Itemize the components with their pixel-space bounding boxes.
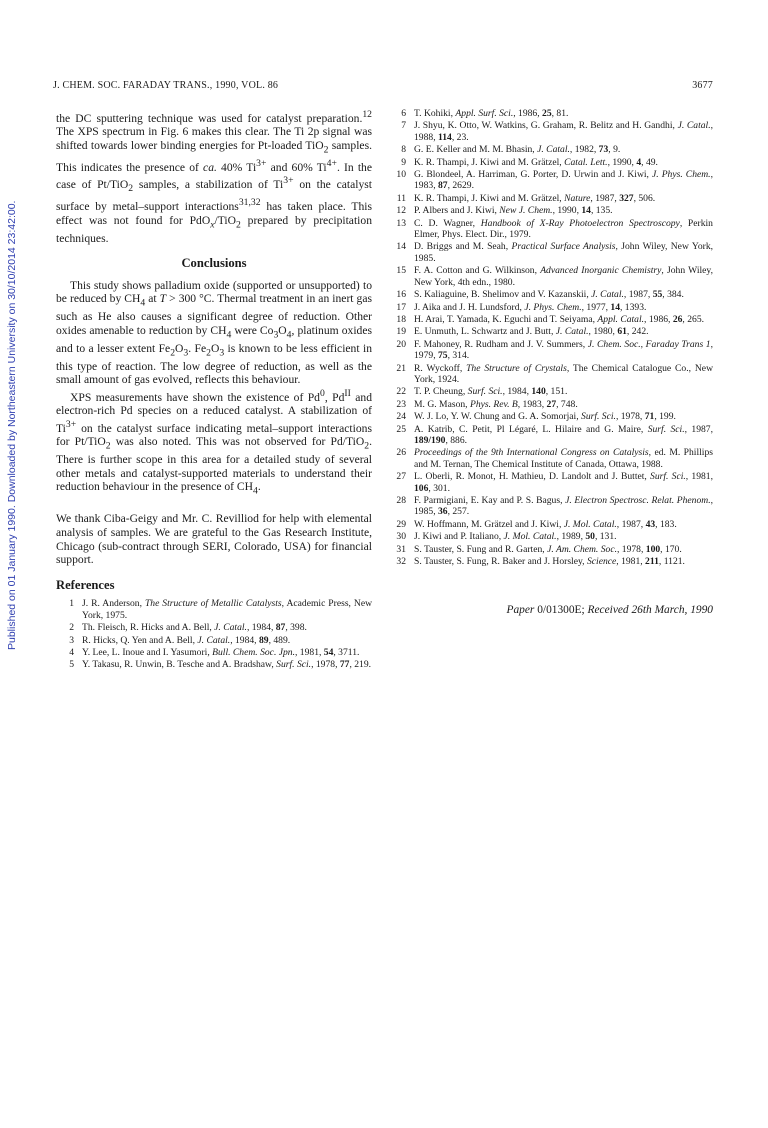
reference-item <box>388 193 713 204</box>
reference-text: J. Shyu, K. Otto, W. Watkins, G. Graham, R. Belitz and H. Gandhi, J. Catal., 1988, 114, 23. <box>414 120 714 143</box>
reference-text: E. Unmuth, L. Schwartz and J. Butt, J. Catal., 1980, 61, 242. <box>414 326 649 338</box>
reference-item <box>56 598 372 621</box>
reference-text: Proceedings of the 9th International Congress on Catalysis, ed. M. Phillips and M. Ternan, The Chemical Institute of Canada, Ottawa, 1988. <box>414 447 713 470</box>
reference-item <box>388 265 713 288</box>
reference-item <box>388 386 713 397</box>
page-number: 3677 <box>692 80 713 91</box>
right-column <box>388 108 713 617</box>
reference-text: G. Blondeel, A. Harriman, G. Porter, D. Urwin and J. Kiwi, J. Phys. Chem., 1983, 87, 2629. <box>414 169 713 192</box>
reference-item <box>388 495 713 518</box>
reference-number: 15 <box>396 265 406 277</box>
reference-number: 14 <box>396 241 406 253</box>
reference-text: S. Tauster, S. Fung and R. Garten, J. Am. Chem. Soc., 1978, 100, 170. <box>414 543 682 555</box>
reference-item <box>388 108 713 119</box>
reference-number: 31 <box>396 543 406 555</box>
reference-text: F. A. Cotton and G. Wilkinson, Advanced Inorganic Chemistry, John Wiley, New York, 4th edn., 1980. <box>414 265 713 288</box>
received-date: Received 26th March, 1990 <box>587 604 713 617</box>
reference-number: 22 <box>396 386 406 398</box>
reference-item <box>388 144 713 155</box>
reference-text: T. Kohiki, Appl. Surf. Sci., 1986, 25, 81. <box>414 108 569 119</box>
reference-text: C. D. Wagner, Handbook of X-Ray Photoelectron Spectroscopy, Perkin Elmer, Phys. Elect. Dir., 1979. <box>414 217 713 241</box>
reference-text: R. Wyckoff, The Structure of Crystals, The Chemical Catalogue Co., New York, 1924. <box>414 362 713 385</box>
running-header <box>53 80 713 91</box>
conclusions-paragraph-2: XPS measurements have shown the existence of Pd$^0$, $Pd^{II}$ and electron-rich Pd species on a reduced catalyst. A stabilization of $Ti^{3+}$ on the catalyst surface indicating metal–support interactions for Pt/TiO$_2$ was also noted. This was not observed for Pd/TiO$_2$. There is further scope in this area for a detailed study of several other metals and catalyst-supported materials to understand their reduction behaviour in the presence of $CH_4$. <box>56 387 373 497</box>
reference-item <box>388 519 713 530</box>
reference-number: 26 <box>396 447 406 459</box>
reference-item <box>388 302 713 313</box>
left-column <box>56 108 372 672</box>
reference-item <box>388 157 713 168</box>
reference-number: 6 <box>401 108 406 119</box>
reference-number: 7 <box>401 120 406 132</box>
reference-item <box>388 314 713 325</box>
reference-item <box>388 120 713 143</box>
reference-number: 30 <box>396 531 406 543</box>
reference-number: 12 <box>396 205 406 217</box>
reference-text: L. Oberli, R. Monot, H. Mathieu, D. Landolt and J. Buttet, Surf. Sci., 1981, 106, 301. <box>414 471 713 494</box>
reference-text: F. Parmigiani, E. Kay and P. S. Bagus, J. Electron Spectrosc. Relat. Phenom., 1985, 36, 257. <box>414 495 714 518</box>
reference-text: J. R. Anderson, The Structure of Metallic Catalysts, Academic Press, New York, 1975. <box>82 598 373 621</box>
reference-number: 27 <box>396 471 406 483</box>
reference-number: 24 <box>396 411 406 423</box>
reference-item <box>388 218 713 241</box>
reference-text: Th. Fleisch, R. Hicks and A. Bell, J. Catal., 1984, 87, 398. <box>82 622 307 634</box>
reference-item <box>56 647 372 658</box>
conclusions-heading: Conclusions <box>181 256 247 271</box>
paper-label: Paper <box>506 604 535 617</box>
download-notice: Published on 01 January 1990. Downloaded by Northeastern University on 30/10/2014 23:42:00. <box>6 200 18 650</box>
reference-item <box>56 659 372 670</box>
reference-item <box>388 241 713 264</box>
reference-item <box>56 622 372 633</box>
reference-number: 5 <box>69 659 74 671</box>
reference-number: 10 <box>396 169 406 181</box>
reference-number: 23 <box>396 398 406 410</box>
reference-text: A. Katrib, C. Petit, Pl Légaré, L. Hilaire and G. Maire, Surf. Sci., 1987, 189/190, 886. <box>414 423 713 446</box>
reference-number: 21 <box>396 362 406 374</box>
intro-paragraph: the DC sputtering technique was used for catalyst preparation.$^{12}$ The XPS spectrum in Fig. 6 makes this clear. The Ti 2p signal was shifted towards lower binding energies for Pt-loaded TiO$_2$ samples. This indicates the presence of ca. 40% $Ti^{3+}$ and 60% $Ti^{4+}$. In the case of Pt/TiO$_2$ samples, a stabilization of $Ti^{3+}$ on the catalyst surface by metal–support interactions$^{31,32}$ has taken place. This effect was not found for PdO$_x$/TiO$_2$ prepared by precipitation techniques. <box>56 109 372 245</box>
paper-id: 0/01300E; <box>537 604 585 617</box>
reference-text: Y. Lee, L. Inoue and I. Yasumori, Bull. Chem. Soc. Jpn., 1981, 54, 3711. <box>82 646 360 658</box>
reference-text: J. Aika and J. H. Lundsford, J. Phys. Chem., 1977, 14, 1393. <box>414 301 647 313</box>
reference-text: M. G. Mason, Phys. Rev. B, 1983, 27, 748. <box>414 398 578 410</box>
reference-text: F. Mahoney, R. Rudham and J. V. Summers, J. Chem. Soc., Faraday Trans 1, 1979, 75, 314. <box>414 338 713 362</box>
reference-number: 20 <box>396 338 406 350</box>
reference-text: S. Kaliaguine, B. Shelimov and V. Kazanskii, J. Catal., 1987, 55, 384. <box>414 289 684 301</box>
conclusions-paragraph-1: This study shows palladium oxide (supported or unsupported) to be reduced by $CH_4$ at T > 300 °C. Thermal treatment in an inert gas such as He also causes a significant degree of reduction. Other oxides amenable to reduction by $CH_4$ were $Co_3O_4$, platinum oxides and to a lesser extent $Fe_2O_3$. $Fe_2O_3$ is known to be less efficient in this type of reaction. The low degree of reduction, as well as the small amount of gas evolved, reflects this behaviour. <box>56 278 372 387</box>
reference-item <box>56 635 372 646</box>
reference-number: 1 <box>69 598 74 610</box>
reference-list-right <box>388 108 713 567</box>
reference-number: 19 <box>396 326 406 338</box>
reference-number: 28 <box>396 495 406 506</box>
reference-number: 9 <box>401 156 406 168</box>
reference-text: G. E. Keller and M. M. Bhasin, J. Catal., 1982, 73, 9. <box>414 144 621 156</box>
acknowledgement-paragraph: We thank Ciba-Geigy and Mr. C. Revilliod for help with elemental analysis of samples. We are grateful to the Gas Research Institute, Chicago (sub-contract through SERI, Colorado, USA) for financial support. <box>56 512 372 567</box>
reference-text: R. Hicks, Q. Yen and A. Bell, J. Catal., 1984, 89, 489. <box>82 634 291 646</box>
reference-number: 25 <box>396 423 406 435</box>
reference-number: 11 <box>396 192 406 204</box>
reference-item <box>388 556 713 567</box>
reference-text: T. P. Cheung, Surf. Sci., 1984, 140, 151. <box>414 386 568 398</box>
reference-item <box>388 531 713 542</box>
reference-number: 29 <box>396 518 406 530</box>
reference-item <box>388 169 713 192</box>
reference-text: W. Hoffmann, M. Grätzel and J. Kiwi, J. Mol. Catal., 1987, 43, 183. <box>414 518 677 530</box>
reference-item <box>388 339 713 362</box>
reference-item <box>388 363 713 386</box>
reference-number: 2 <box>69 622 74 634</box>
reference-text: J. Kiwi and P. Italiano, J. Mol. Catal., 1989, 50, 131. <box>414 531 617 543</box>
reference-text: D. Briggs and M. Seah, Practical Surface Analysis, John Wiley, New York, 1985. <box>414 241 714 264</box>
reference-text: H. Arai, T. Yamada, K. Eguchi and T. Seiyama, Appl. Catal., 1986, 26, 265. <box>414 313 705 325</box>
reference-text: Y. Takasu, R. Unwin, B. Tesche and A. Bradshaw, Surf. Sci., 1978, 77, 219. <box>82 659 372 671</box>
reference-number: 4 <box>69 646 74 658</box>
reference-item <box>388 289 713 300</box>
reference-text: S. Tauster, S. Fung, R. Baker and J. Horsley, Science, 1981, 211, 1121. <box>414 556 685 568</box>
reference-text: K. R. Thampi, J. Kiwi and M. Grätzel, Nature, 1987, 327, 506. <box>414 192 656 204</box>
reference-number: 13 <box>396 217 406 229</box>
reference-item <box>388 424 713 447</box>
reference-item <box>388 447 713 470</box>
reference-number: 18 <box>396 313 406 325</box>
reference-list-left <box>56 598 372 670</box>
reference-item <box>388 205 713 216</box>
reference-number: 3 <box>69 634 74 646</box>
reference-number: 17 <box>396 301 406 313</box>
reference-text: P. Albers and J. Kiwi, New J. Chem., 1990, 14, 135. <box>414 205 613 217</box>
reference-number: 16 <box>396 289 406 301</box>
paper-received-note <box>388 605 713 616</box>
journal-citation: J. CHEM. SOC. FARADAY TRANS., 1990, VOL. 86 <box>53 80 279 91</box>
reference-item <box>388 399 713 410</box>
references-heading: References <box>56 577 115 592</box>
reference-number: 32 <box>396 556 406 568</box>
reference-number: 8 <box>401 144 406 156</box>
reference-text: K. R. Thampi, J. Kiwi and M. Grätzel, Catal. Lett., 1990, 4, 49. <box>414 156 658 168</box>
reference-item <box>388 544 713 555</box>
reference-item <box>388 471 713 494</box>
reference-item <box>388 411 713 422</box>
reference-text: W. J. Lo, Y. W. Chung and G. A. Somorjai, Surf. Sci., 1978, 71, 199. <box>414 411 676 423</box>
reference-item <box>388 326 713 337</box>
